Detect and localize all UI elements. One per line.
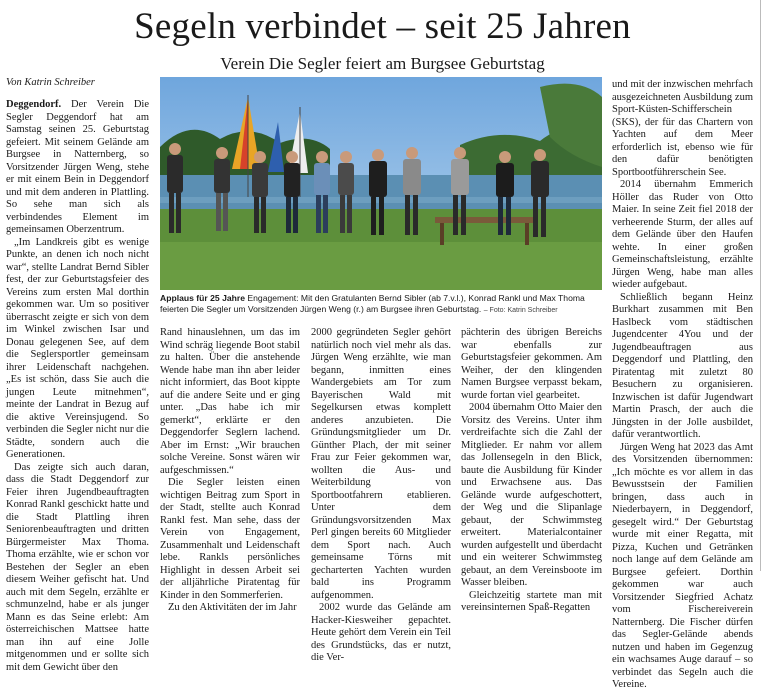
paragraph: Schließlich begann Heinz Burkhart zusammen mit Ben Haslbeck vom städtischen Jugendcenter 4You und der Jugendbeauftragen aus Deggendorf und Plattling, den Piratentag mit zuletzt 80 Besuchern zu organisieren. Inzwischen ist dafür Jugendwart Martin Prasch, der auch die Jüngsten in der Jolle ausbildet, dafür verantwortlich. [612, 291, 753, 440]
paragraph: Gleichzeitig startete man mit vereinsinternen Spaß-Regatten [461, 589, 602, 613]
article-column-3 [311, 327, 451, 665]
paragraph: „Im Landkreis gibt es wenige Punkte, an denen ich noch nicht war“, stellte Landrat Bernd Sibler fest, der zur Geburtstagsfeier des Vereins zum ersten Mal dorthin gekommen war. Um so positiver überrascht zeigte er sich von dem im Winkel zwischen Isar und Donau gelegenen See, auf dem die Seglersportler gemeinsam ihrer Leidenschaft nachgehen. „Es ist schön, dass Sie auch die jungen Leute mitnehmen“, meinte der Landrat in Bezug auf die aktive Vereinsjugend. So verbinden die Segler nicht nur die Städte, sondern auch die Generationen. [6, 236, 149, 460]
caption-title: Applaus für 25 Jahre [160, 293, 246, 303]
paragraph: 2014 übernahm Emmerich Höller das Ruder von Otto Maier. In seine Zeit fiel 2018 der verheerende Sturm, der alles auf dem Gelände über den Haufen wehte. In einer großen Gemeinschaftsleistung, erzählte Jürgen Weng, habe man alles wieder aufgebaut. [612, 179, 753, 290]
paragraph: Jürgen Weng hat 2023 das Amt des Vorsitzenden übernommen: „Ich möchte es vor allem in das Bewusstsein der Familien bringen, dass auch in Niederbayern, in Deggendorf, gesegelt wird.“ Der Geburtstag wurde mit einer Regatta, mit Pizza, Kuchen und Getränken noch lange auf dem Gelände am Burgsee gefeiert. Dorthin gekommen war auch Vorsitzender Siegfried Achatz vom Fischereiverein Natternberg. Die Fischer dürfen das Segler-Gelände abends nutzen und haben im Gegenzug ein wachsames Auge darauf – so verbindet das Segeln auch die Vereine. [612, 441, 753, 690]
paragraph: und mit der inzwischen mehrfach ausgezeichneten Ausbildung zum Sport-Küsten-Schifferschein (SKS), der für das Chartern von Yachten auf dem Meer erforderlich ist, ebenso wie für den dafür benötigten Sportbootführerschein See. [612, 79, 753, 178]
paragraph: 2002 wurde das Gelände am Hacker-Kiesweiher gepachtet. Heute gehört dem Verein ein Teil des Grundstücks, das er nutzt, die Ver- [311, 602, 451, 663]
paragraph: Das zeigte sich auch daran, dass die Stadt Deggendorf zur Feier ihren Jugendbeauftragten Konrad Rankl geschickt hatte und die Stadt Plattling ihren Seniorenbeauftragten und dritten Bürgermeister Max Thoma. Thoma erzählte, wie er schon vor Bestehen der Segler an eben diesem Weiher gefischt hat. Und auch mit dem Segeln, erzählte er schmunzelnd, habe er als junger Mann es das Seine erlebt: Am österreichischen Mattsee hatte man ihn auf eine Jolle mitgenommen und er sollte sich mit dem Gewicht über den [6, 461, 149, 673]
article-headline: Segeln verbindet – seit 25 Jahren [134, 6, 631, 47]
byline: Von Katrin Schreiber [6, 77, 95, 88]
article-column-4 [461, 327, 602, 615]
paragraph: 2004 übernahm Otto Maier den Vorsitz des Vereins. Unter ihm verdreifachte sich die Zahl der Mitglieder. Er nahm vor allem das Jollensegeln in den Blick, baute die Ausbildung für Kinder und Erwachsene aus. Das Gelände wurde aufgeschottert, der Weg und die Slipanlage gebaut, der Schwimmsteg erweitert. Materialcontainer wurden aufgestellt und überdacht und ein weiterer Schwimmsteg gebaut, an dem Vereinsboote im Wasser bleiben. [461, 402, 602, 588]
article-photo [160, 77, 602, 290]
paragraph: Die Segler leisten einen wichtigen Beitrag zum Sport in der Stadt, stellte auch Konrad Rankl fest. Man sehe, dass der Verein von Engagement, Zusammenhalt und Leidenschaft lebe. Rankls persönliches Highlight in dessen Arbeit sei der alljährliche Piratentag für Kinder in den Sommerferien. [160, 477, 300, 601]
paragraph: Rand hinauslehnen, um das im Wind schräg liegende Boot stabil zu halten. Über die anstehende Wende habe man ihn aber leider nicht informiert, das Boot kippte auf die andere Seite und er ging unter. „Das habe ich mir gemerkt“, erklärte er den Deggendorfer Seglern lachend. Aber im Ernst: „Wir brauchen solche Vereine. Sonst wären wir aufgeschmissen.“ [160, 327, 300, 476]
caption-text: Engagement: Mit den Gratulanten Bernd Sibler (ab 7.v.l.), Konrad Rankl und Max Thoma feierten Die Segler um Vorsitzenden Jürgen Weng (r.) am Burgsee ihren Geburtstag. [160, 293, 585, 314]
paragraph [6, 99, 149, 237]
group-photo-illustration [160, 77, 602, 290]
dateline: Deggendorf. [6, 99, 62, 110]
paragraph: Zu den Aktivitäten der im Jahr [168, 602, 297, 613]
adjacent-column-edge [760, 0, 765, 571]
article-column-5 [612, 79, 753, 692]
photo-credit: – Foto: Katrin Schreiber [483, 307, 558, 314]
article-column-1 [6, 99, 149, 674]
article-subheadline: Verein Die Segler feiert am Burgsee Geburtstag [220, 54, 545, 73]
article-column-2 [160, 327, 300, 615]
photo-caption [160, 293, 602, 316]
paragraph: pächterin des übrigen Bereichs war ebenfalls zur Geburtstagsfeier gekommen. Am Weiher, der den klingenden Namen Burgsee verpasst bekam, wurde fortan viel gearbeitet. [461, 327, 602, 401]
paragraph: 2000 gegründeten Segler gehört natürlich noch viel mehr als das. Jürgen Weng erzählte, wie man begann, inmitten eines Wandergebiets am Tor zum Bayerischen Wald mit Segelkursen etwas komplett anderes anzubieten. Die Gründungsmitglieder um Dr. Günther Plach, der mit seiner Frau zur Feier gekommen war, wollten die Aus- und Weiterbildung von Sportbootfahrern etablieren. Unter dem Gründungsvorsitzenden Max Perl gingen bereits 60 Mitglieder dem Sport nach. Auch gemeinsame Törns mit gecharterten Yachten wurden bald ins Programm aufgenommen. [311, 327, 451, 601]
paragraph-text: Der Verein Die Segler Deggendorf hat am Samstag seinen 25. Geburtstag gefeiert. Mit seinem Gelände am Burgsee in Natternberg, so Vorsitzender Jürgen Weng, stehe er mit einem Bein in Deggendorf und mit dem anderen in Plattling. So sehe man sich als verbindendes Element im gemeinsamen Oberzentrum. [6, 99, 149, 235]
